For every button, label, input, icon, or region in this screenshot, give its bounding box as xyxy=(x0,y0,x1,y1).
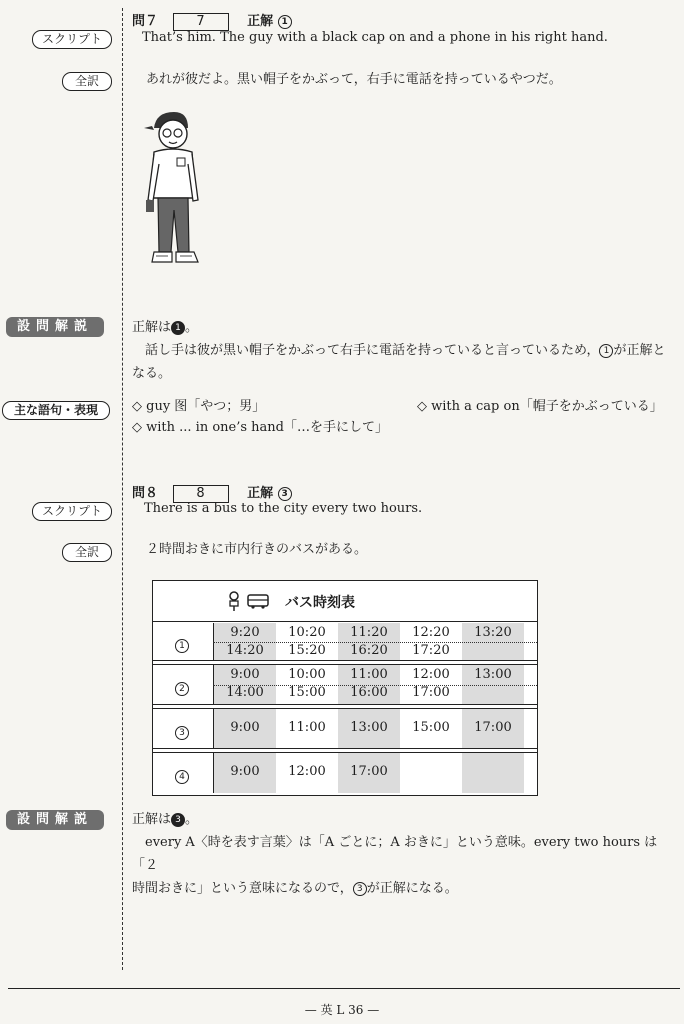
timetable-row-mark: 2 xyxy=(175,682,189,696)
q7-explanation xyxy=(132,316,677,385)
q7-expl-mark-2: 1 xyxy=(599,344,613,358)
vocab-item-3: ◇ with ... in one’s hand「…を手にして」 xyxy=(132,420,388,435)
timetable-row xyxy=(153,665,537,705)
q8-answer-box: 8 xyxy=(173,485,229,503)
vocab-item-2: ◇ with a cap on「帽子をかぶっている」 xyxy=(417,399,663,414)
timetable-row xyxy=(153,709,537,749)
timetable-row-mark: 4 xyxy=(175,770,189,784)
q8-expl-lead: 正解は xyxy=(132,812,172,827)
q8-number: 問８ xyxy=(132,486,159,501)
timetable-row-label xyxy=(153,634,211,653)
script-tag-2: スクリプト xyxy=(32,502,112,521)
timetable-time: 12:20 xyxy=(412,625,450,640)
timetable-time: 14:00 xyxy=(226,685,264,700)
margin-dashed-line xyxy=(122,8,123,970)
q7-translation-text: あれが彼だよ。黒い帽子をかぶって，右手に電話を持っているやつだ。 xyxy=(146,72,562,87)
q7-expl-body-a: 話し手は彼が黒い帽子をかぶって右手に電話を持っていると言っているため， xyxy=(145,343,600,358)
q8-expl-body-c: が正解になる。 xyxy=(366,881,458,896)
timetable-title: バス時刻表 xyxy=(285,595,355,611)
timetable-time: 15:00 xyxy=(412,720,450,735)
timetable-time: 17:20 xyxy=(412,643,450,658)
q7-answer-mark: 1 xyxy=(278,15,292,29)
q7-expl-body-c: なる。 xyxy=(132,366,172,381)
bus-icon xyxy=(247,594,269,609)
q8-answer-mark: 3 xyxy=(278,487,292,501)
timetable-time: 9:00 xyxy=(230,764,260,779)
bus-stop-icon xyxy=(227,591,241,611)
timetable-row-mark: 1 xyxy=(175,639,189,653)
timetable-time: 16:20 xyxy=(350,643,388,658)
explanation-tag-2: 設問解説 xyxy=(6,810,104,830)
timetable-time: 17:00 xyxy=(350,764,388,779)
q8-expl-lead-end: 。 xyxy=(185,812,199,827)
q7-answer-box: 7 xyxy=(173,13,229,31)
timetable-row xyxy=(153,753,537,793)
timetable-row-label xyxy=(153,721,211,740)
timetable-time: 10:00 xyxy=(288,667,326,682)
vocab-item-1: ◇ guy 图「やつ；男」 xyxy=(132,399,266,414)
timetable-dotted-divider xyxy=(213,642,537,643)
timetable-row-label xyxy=(153,765,211,784)
timetable-cells xyxy=(213,753,538,793)
timetable-time: 9:20 xyxy=(230,625,260,640)
q8-expl-mark-2: 3 xyxy=(353,882,367,896)
q8-expl-mark: 3 xyxy=(171,813,185,827)
timetable-time: 13:20 xyxy=(474,625,512,640)
q7-expl-body-b: が正解と xyxy=(613,343,666,358)
timetable-time: 13:00 xyxy=(350,720,388,735)
translation-tag-2: 全訳 xyxy=(62,543,112,562)
man-with-cap-illustration xyxy=(140,106,212,272)
page-number: — 英 L 36 — xyxy=(304,1003,380,1017)
timetable-time: 12:00 xyxy=(412,667,450,682)
vocab-tag: 主な語句・表現 xyxy=(2,401,110,420)
timetable-time: 17:00 xyxy=(474,720,512,735)
q7-expl-lead-end: 。 xyxy=(185,320,199,335)
q8-translation-text: ２時間おきに市内行きのバスがある。 xyxy=(146,542,368,557)
timetable-time: 17:00 xyxy=(412,685,450,700)
timetable-time: 10:20 xyxy=(288,625,326,640)
timetable-time: 15:00 xyxy=(288,685,326,700)
q8-expl-body-a: every A〈時を表す言葉〉は「A ごとに；A おきに」という意味。every two hours は「２ xyxy=(132,835,658,873)
script-tag: スクリプト xyxy=(32,30,112,49)
timetable-cells xyxy=(213,709,538,749)
timetable-time: 9:00 xyxy=(230,720,260,735)
explanation-tag: 設問解説 xyxy=(6,317,104,337)
timetable-time: 11:00 xyxy=(288,720,326,735)
q7-number: 問７ xyxy=(132,14,159,29)
footer-rule xyxy=(8,988,680,989)
bus-timetable xyxy=(152,580,538,796)
timetable-time: 14:20 xyxy=(226,643,264,658)
timetable-header xyxy=(153,581,537,622)
q7-script-text: That’s him. The guy with a black cap on and a phone in his right hand. xyxy=(142,30,608,45)
translation-tag: 全訳 xyxy=(62,72,112,91)
timetable-time: 13:00 xyxy=(474,667,512,682)
timetable-time: 9:00 xyxy=(230,667,260,682)
q7-expl-lead: 正解は xyxy=(132,320,172,335)
timetable-row-label xyxy=(153,677,211,696)
timetable-time: 12:00 xyxy=(288,764,326,779)
timetable-time: 16:00 xyxy=(350,685,388,700)
q8-script-text: There is a bus to the city every two hours. xyxy=(144,501,423,516)
q8-answer-label: 正解 xyxy=(247,486,274,501)
timetable-column-shade xyxy=(462,753,524,793)
q8-expl-body-b: 時間おきに」という意味になるので， xyxy=(132,881,353,896)
timetable-time: 15:20 xyxy=(288,643,326,658)
timetable-time: 11:20 xyxy=(350,625,388,640)
q8-explanation xyxy=(132,808,677,900)
timetable-row-mark: 3 xyxy=(175,726,189,740)
q7-answer-label: 正解 xyxy=(247,14,274,29)
timetable-time: 11:00 xyxy=(350,667,388,682)
q7-expl-mark: 1 xyxy=(171,321,185,335)
timetable-dotted-divider xyxy=(213,685,537,686)
timetable-row xyxy=(153,623,537,661)
